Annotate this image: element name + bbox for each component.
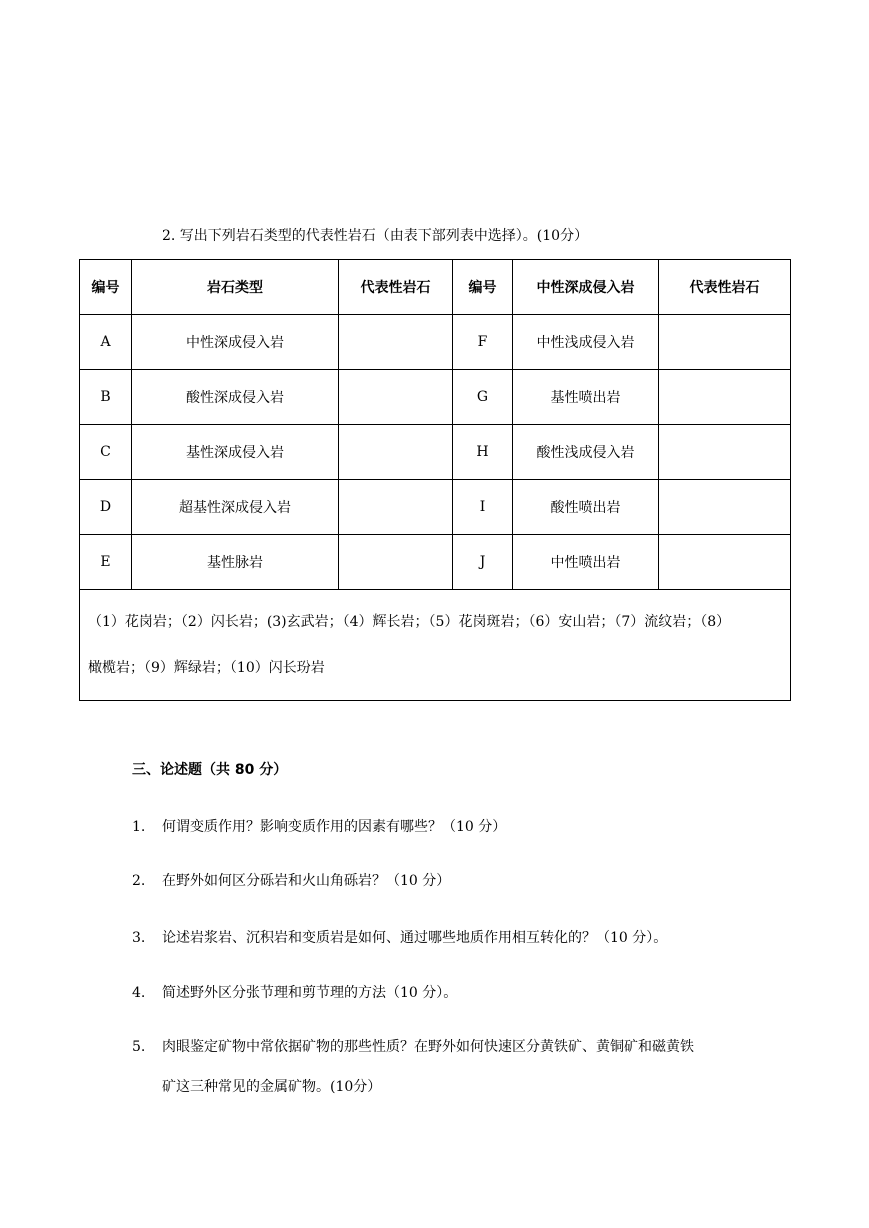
answer-cell[interactable] (659, 370, 791, 425)
table-header-row (80, 260, 791, 315)
answer-cell[interactable] (659, 535, 791, 590)
row-id: H (453, 425, 513, 480)
answer-cell[interactable] (659, 315, 791, 370)
row-id: F (453, 315, 513, 370)
question-number: 3. (132, 930, 146, 946)
question-text: 简述野外区分张节理和剪节理的方法（10 分）。 (162, 985, 458, 1001)
row-rock-type: 中性浅成侵入岩 (513, 315, 659, 370)
row-rock-type: 基性深成侵入岩 (132, 425, 339, 480)
question-text: 在野外如何区分砾岩和火山角砾岩？（10 分） (162, 873, 451, 889)
row-rock-type: 酸性浅成侵入岩 (513, 425, 659, 480)
table-row (80, 480, 791, 535)
answer-cell[interactable] (339, 315, 453, 370)
row-rock-type: 中性喷出岩 (513, 535, 659, 590)
table-row (80, 315, 791, 370)
rock-type-table (79, 259, 791, 701)
options-row (80, 590, 791, 701)
options-line-1: （1）花岗岩；（2）闪长岩；(3)玄武岩；（4）辉长岩；（5）花岗斑岩；（6）安山岩；（7）流纹岩；（8） (88, 614, 731, 630)
row-rock-type: 酸性深成侵入岩 (132, 370, 339, 425)
table-row (80, 370, 791, 425)
header-id-2: 编号 (453, 260, 513, 315)
options-line-2: 橄榄岩；（9）辉绿岩；（10）闪长玢岩 (88, 660, 325, 676)
row-rock-type: 超基性深成侵入岩 (132, 480, 339, 535)
answer-cell[interactable] (659, 480, 791, 535)
row-rock-type: 基性喷出岩 (513, 370, 659, 425)
row-id: I (453, 480, 513, 535)
row-rock-type: 基性脉岩 (132, 535, 339, 590)
row-id: E (80, 535, 132, 590)
header-representative-rock-2: 代表性岩石 (659, 260, 791, 315)
question-number: 4. (132, 985, 146, 1001)
rock-options-list (80, 590, 791, 701)
row-id: D (80, 480, 132, 535)
answer-cell[interactable] (659, 425, 791, 480)
header-id: 编号 (80, 260, 132, 315)
row-id: B (80, 370, 132, 425)
question-number: 2. (132, 873, 146, 889)
answer-cell[interactable] (339, 425, 453, 480)
row-rock-type: 酸性喷出岩 (513, 480, 659, 535)
row-id: G (453, 370, 513, 425)
row-id: J (453, 535, 513, 590)
header-representative-rock: 代表性岩石 (339, 260, 453, 315)
question-text: 肉眼鉴定矿物中常依据矿物的那些性质？在野外如何快速区分黄铁矿、黄铜矿和磁黄铁 (162, 1039, 694, 1055)
question-text: 论述岩浆岩、沉积岩和变质岩是如何、通过哪些地质作用相互转化的？（10 分）。 (162, 930, 668, 946)
table-row (80, 425, 791, 480)
question-text: 何谓变质作用？影响变质作用的因素有哪些？（10 分） (162, 819, 507, 835)
section-3-heading: 三、论述题（共 80 分） (132, 762, 288, 778)
question-number: 1. (132, 819, 146, 835)
header-rock-type: 岩石类型 (132, 260, 339, 315)
row-rock-type: 中性深成侵入岩 (132, 315, 339, 370)
answer-cell[interactable] (339, 535, 453, 590)
answer-cell[interactable] (339, 370, 453, 425)
answer-cell[interactable] (339, 480, 453, 535)
row-id: C (80, 425, 132, 480)
question-text-continuation: 矿这三种常见的金属矿物。(10分） (162, 1079, 382, 1095)
row-id: A (80, 315, 132, 370)
question-2-title: 2. 写出下列岩石类型的代表性岩石（由表下部列表中选择）。(10分） (162, 228, 589, 244)
question-number: 5. (132, 1039, 146, 1055)
table-row (80, 535, 791, 590)
header-rock-type-2: 中性深成侵入岩 (513, 260, 659, 315)
